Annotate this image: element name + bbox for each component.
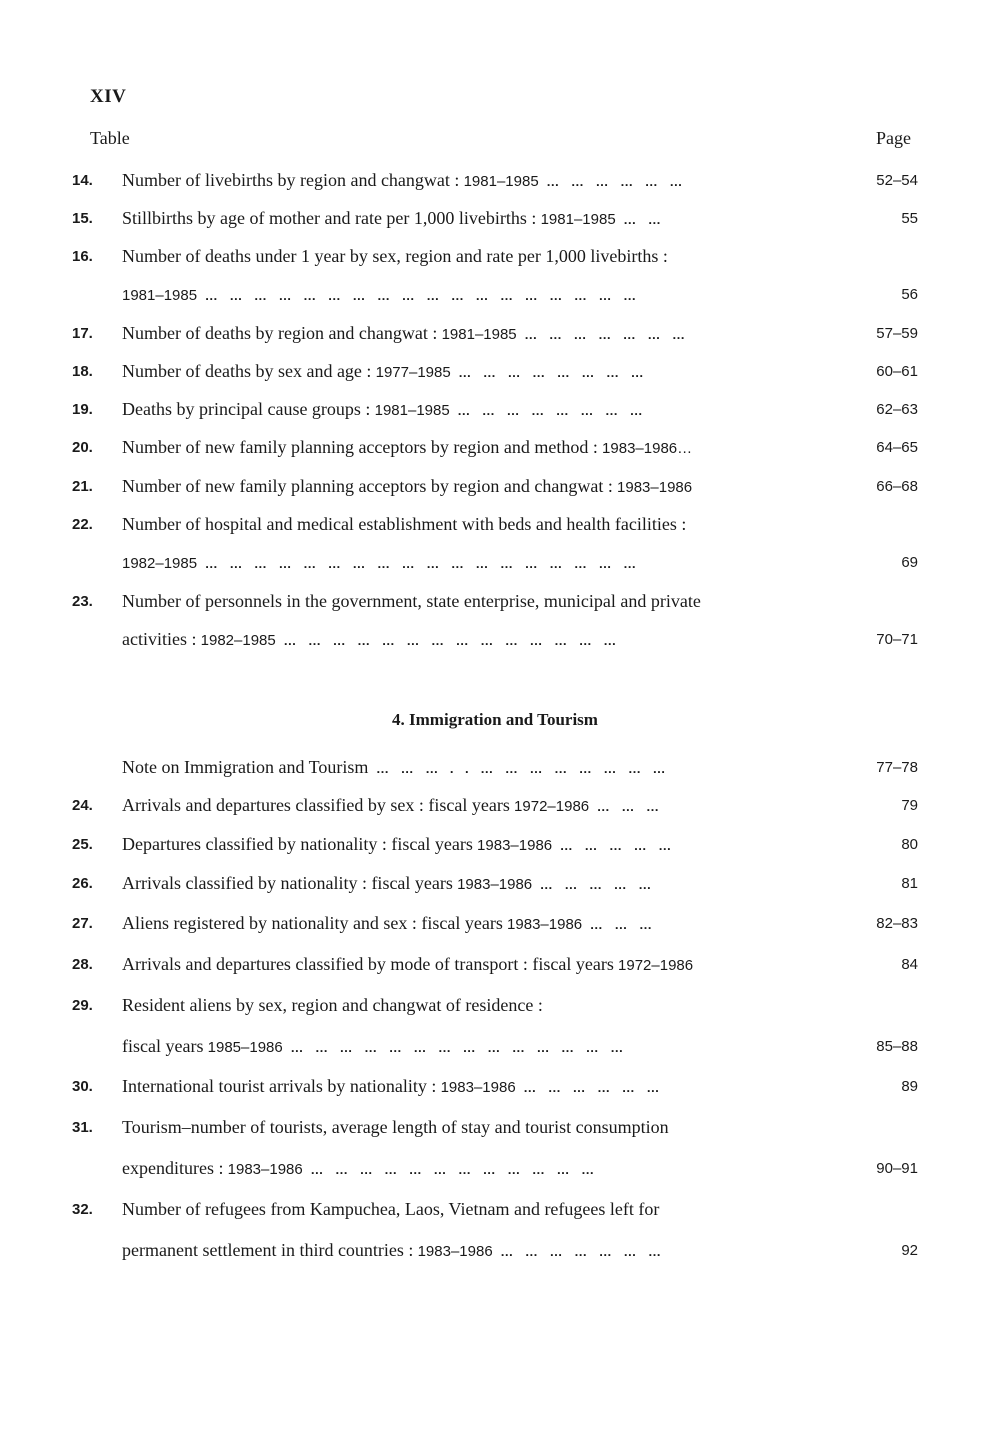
entry-number: 14. <box>72 172 93 189</box>
toc-entry <box>0 1117 990 1178</box>
entry-page-number: 66–68 <box>876 478 918 495</box>
toc-entry <box>0 591 990 649</box>
entry-title-line <box>122 361 830 382</box>
leader-dots: … … … … … … <box>538 174 687 189</box>
leader-dots: … … … … … … … … <box>449 403 647 418</box>
entry-number: 28. <box>72 956 93 973</box>
entry-title-text: Tourism–number of tourists, average length of stay and tourist consumption <box>122 1117 669 1137</box>
entry-title-text: Number of deaths under 1 year by sex, region and rate per 1,000 livebirths : <box>122 246 668 266</box>
entry-number: 26. <box>72 875 93 892</box>
entry-years: 1983–1986 <box>502 916 583 933</box>
page-column-header: Page <box>876 128 911 148</box>
entry-title-line <box>122 208 830 229</box>
leader-dots: … … … … … … … … … … … … … … <box>275 633 621 648</box>
entry-number: 25. <box>72 836 93 853</box>
toc-entry <box>0 1076 990 1104</box>
toc-entry <box>0 361 990 389</box>
toc-entry <box>0 323 990 351</box>
entry-title-line <box>122 795 830 816</box>
entry-page-number: 84 <box>901 956 918 973</box>
entry-title-line <box>122 1076 830 1097</box>
toc-entry <box>0 995 990 1056</box>
toc-entry <box>0 913 990 941</box>
entry-title-line <box>122 954 830 975</box>
entry-title-text: Number of new family planning acceptors by region and method : <box>122 437 598 457</box>
entry-page-number: 89 <box>901 1078 918 1095</box>
entry-page-number: 52–54 <box>876 172 918 189</box>
entry-number: 27. <box>72 915 93 932</box>
entry-title-line <box>122 437 830 458</box>
toc-entry <box>0 170 990 198</box>
entry-title-text: Number of new family planning acceptors by region and changwat : <box>122 476 613 496</box>
entry-title-line <box>122 591 830 612</box>
entry-title-line <box>122 873 830 894</box>
entry-title-line <box>122 170 830 191</box>
entry-years: 1983–1986 <box>223 1161 303 1178</box>
toc-entry <box>0 834 990 862</box>
entry-page-number: 77–78 <box>876 759 918 776</box>
entry-title-line <box>122 552 830 573</box>
toc-entry <box>0 514 990 572</box>
entry-title-text: activities : <box>122 629 197 649</box>
entry-page-number: 60–61 <box>876 363 918 380</box>
entry-title-text: Stillbirths by age of mother and rate per 1,000 livebirths : <box>122 208 537 228</box>
entry-title-line <box>122 913 830 934</box>
toc-entry <box>0 437 990 465</box>
entry-title-line <box>122 284 830 305</box>
toc-entry <box>0 795 990 823</box>
leader-dots: … … … … … <box>552 838 676 853</box>
entry-page-number: 70–71 <box>876 631 918 648</box>
entry-number: 21. <box>72 478 93 495</box>
entry-title-text: Departures classified by nationality : fiscal years <box>122 834 473 854</box>
entry-title-text: Note on Immigration and Tourism <box>122 757 369 777</box>
entry-number: 29. <box>72 997 93 1014</box>
entry-page-number: 92 <box>901 1242 918 1259</box>
toc-entry <box>0 399 990 427</box>
entry-title-line <box>122 1240 830 1261</box>
entry-title-text: Aliens registered by nationality and sex : fiscal years <box>122 913 503 933</box>
entry-title-line <box>122 1117 830 1138</box>
toc-entry <box>0 246 990 304</box>
entry-title-line <box>122 629 830 650</box>
toc-entry <box>0 954 990 982</box>
leader-dots: … … … … … … … … … … … … … … … … … … <box>197 288 641 303</box>
entry-title-line <box>122 399 830 420</box>
toc-entry <box>0 208 990 236</box>
entry-page-number: 85–88 <box>876 1038 918 1055</box>
leader-dots: … … … … … … … <box>516 327 689 342</box>
entry-title-line <box>122 514 830 535</box>
entry-number: 15. <box>72 210 93 227</box>
entry-page-number: 81 <box>901 875 918 892</box>
entry-title-line <box>122 834 830 855</box>
entry-years: 1972–1986 <box>613 957 694 974</box>
leader-dots: … … … … … … … … … … … … … … … … … … <box>197 556 641 571</box>
entry-title-line <box>122 995 830 1016</box>
entry-title-text: Deaths by principal cause groups : <box>122 399 371 419</box>
entry-page-number: 57–59 <box>876 325 918 342</box>
entry-number: 32. <box>72 1201 93 1218</box>
entry-years: 1981–1985 <box>370 402 450 419</box>
entry-years: 1983–1986 <box>472 837 553 854</box>
entry-years: 1981–1985 <box>536 211 616 228</box>
entry-title-text: Arrivals and departures classified by mode of transport : fiscal years <box>122 954 614 974</box>
entry-title-line <box>122 476 830 497</box>
toc-entry <box>0 757 990 785</box>
toc-entry <box>0 873 990 901</box>
toc-entry <box>0 1199 990 1260</box>
entry-title-line <box>122 1036 830 1057</box>
leader-dots: … … … … … … … … … … … … <box>302 1162 599 1177</box>
toc-entry <box>0 476 990 504</box>
entry-years: 1982–1985 <box>196 632 276 649</box>
entry-title-line <box>122 323 830 344</box>
entry-title-text: Number of hospital and medical establishment with beds and health facilities : <box>122 514 687 534</box>
entry-page-number: 90–91 <box>876 1160 918 1177</box>
entry-years: 1982–1985 <box>122 555 198 572</box>
table-column-header: Table <box>90 128 130 148</box>
entry-years: 1981–1985 <box>437 326 517 343</box>
leader-dots: … … … <box>582 917 656 932</box>
leader-dots: … … … <box>589 799 663 814</box>
entry-page-number: 69 <box>901 554 918 571</box>
entry-years: 1983–1986 <box>612 479 693 496</box>
leader-dots: … … … … … <box>532 877 656 892</box>
entry-page-number: 80 <box>901 836 918 853</box>
entry-title-text: Arrivals and departures classified by sex : fiscal years <box>122 795 510 815</box>
entry-title-line <box>122 246 830 267</box>
entry-years: 1985–1986 <box>203 1039 283 1056</box>
entry-title-text: fiscal years <box>122 1036 204 1056</box>
entry-years: 1972–1986 <box>509 798 590 815</box>
section-heading: 4. Immigration and Tourism <box>392 710 598 729</box>
entry-title-text: Number of deaths by region and changwat : <box>122 323 438 343</box>
entry-number: 16. <box>72 248 93 265</box>
entry-title-text: Number of refugees from Kampuchea, Laos, Vietnam and refugees left for <box>122 1199 660 1219</box>
entry-number: 24. <box>72 797 93 814</box>
entry-page-number: 64–65 <box>876 439 918 456</box>
leader-dots: … … <box>615 212 665 227</box>
entry-number: 19. <box>72 401 93 418</box>
entry-title-text: International tourist arrivals by nationality : <box>122 1076 437 1096</box>
entry-page-number: 82–83 <box>876 915 918 932</box>
entry-years: 1977–1985 <box>371 364 451 381</box>
entry-title-text: permanent settlement in third countries : <box>122 1240 414 1260</box>
entry-years: 1981–1985 <box>459 173 539 190</box>
entry-page-number: 79 <box>901 797 918 814</box>
entry-number: 22. <box>72 516 93 533</box>
entry-years: 1983–1986 <box>413 1243 493 1260</box>
leader-dots: … … … … … … … … … … … … … … <box>282 1040 628 1055</box>
entry-number: 23. <box>72 593 93 610</box>
entry-number: 20. <box>72 439 93 456</box>
leader-dots: … … … … … … … <box>492 1244 665 1259</box>
entry-page-number: 55 <box>901 210 918 227</box>
leader-dots: … … … … … … <box>515 1080 664 1095</box>
entry-title-text: Number of livebirths by region and changwat : <box>122 170 460 190</box>
entry-title-text: expenditures : <box>122 1158 224 1178</box>
entry-years: 1981–1985 <box>122 287 198 304</box>
entry-number: 17. <box>72 325 93 342</box>
entry-number: 31. <box>72 1119 93 1136</box>
entry-years: 1983–1986 <box>436 1079 516 1096</box>
leader-dots: … … … … … … … … <box>450 365 648 380</box>
leader-dots: … … … . . … … … … … … … … <box>368 761 670 776</box>
entry-years: 1983–1986 <box>452 876 533 893</box>
entry-title-line <box>122 757 830 778</box>
entry-title-text: Arrivals classified by nationality : fiscal years <box>122 873 453 893</box>
entry-title-text: Number of personnels in the government, state enterprise, municipal and private <box>122 591 701 611</box>
entry-title-line <box>122 1158 830 1179</box>
entry-title-text: Number of deaths by sex and age : <box>122 361 372 381</box>
entry-title-line <box>122 1199 830 1220</box>
entry-number: 30. <box>72 1078 93 1095</box>
entry-page-number: 56 <box>901 286 918 303</box>
page-number-roman: XIV <box>90 86 127 107</box>
entry-page-number: 62–63 <box>876 401 918 418</box>
entry-title-text: Resident aliens by sex, region and changwat of residence : <box>122 995 543 1015</box>
entry-number: 18. <box>72 363 93 380</box>
entry-years: 1983–1986… <box>597 440 693 457</box>
